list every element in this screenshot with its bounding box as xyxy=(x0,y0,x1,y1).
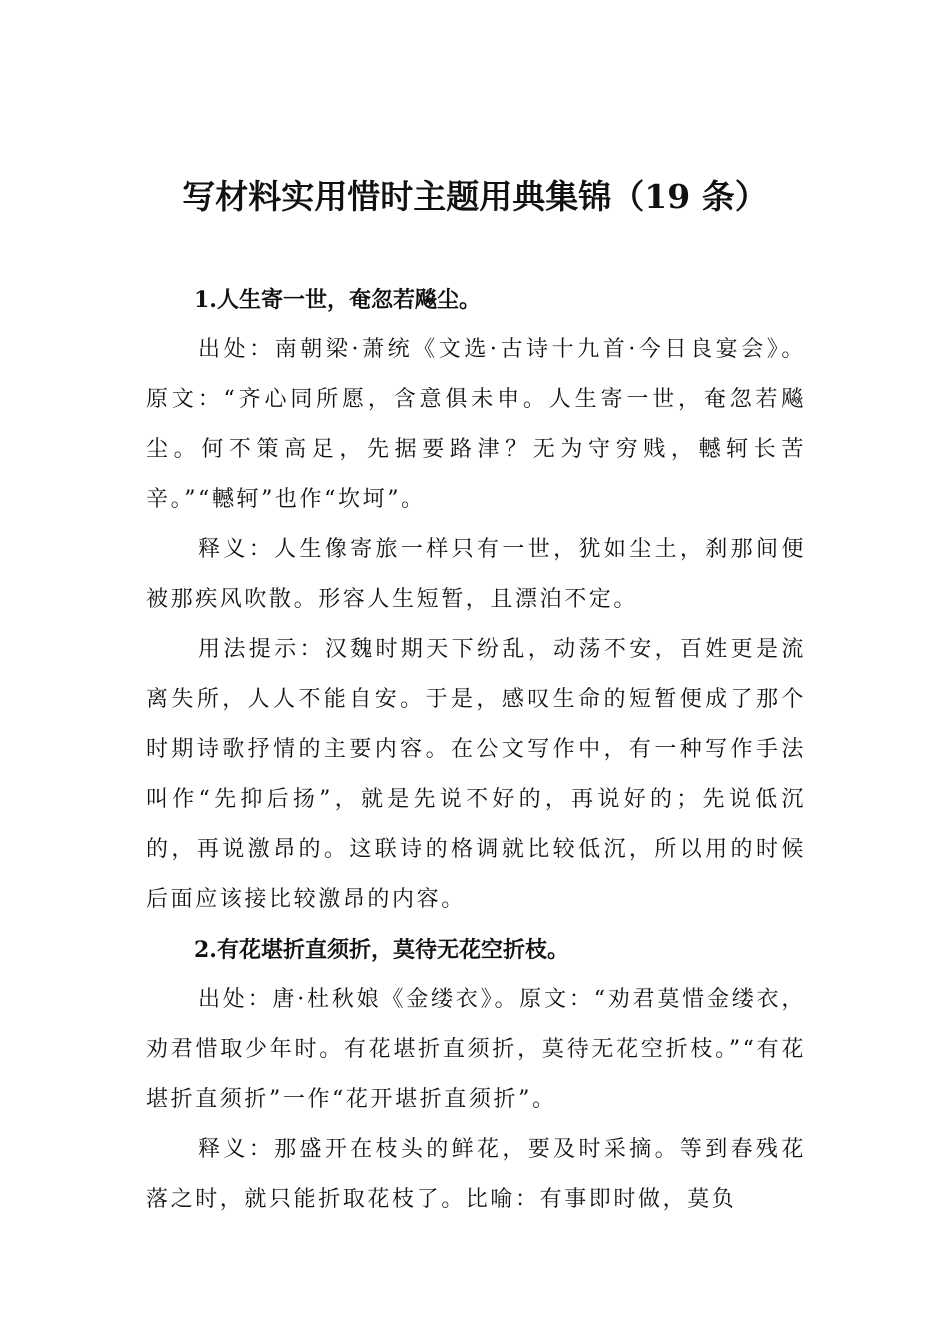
item-usage: 用法提示：汉魏时期天下纷乱，动荡不安，百姓更是流离失所，人人不能自安。于是，感叹生命的短暂便成了那个时期诗歌抒情的主要内容。在公文写作中，有一种写作手法叫作“先抑后扬”，就是先说不好的，再说好的；先说低沉的，再说激昂的。这联诗的格调就比较低沉，所以用的时候后面应该接比较激昂的内容。 xyxy=(146,637,806,912)
document-body xyxy=(146,275,806,1225)
item-1 xyxy=(146,275,806,925)
item-heading: 1.人生寄一世，奄忽若飚尘。 xyxy=(194,287,481,313)
item-meaning: 释义：那盛开在枝头的鲜花，要及时采摘。等到春残花落之时，就只能折取花枝了。比喻：有事即时做，莫负 xyxy=(146,1137,806,1212)
item-source: 出处：南朝梁·萧统《文选·古诗十九首·今日良宴会》。原文：“齐心同所愿，含意俱未申。人生寄一世，奄忽若飚尘。何不策高足，先据要路津？无为守穷贱，轗轲长苦辛。”“轗轲”也作“坎坷”。 xyxy=(146,337,806,512)
item-meaning: 释义：人生像寄旅一样只有一世，犹如尘土，刹那间便被那疾风吹散。形容人生短暂，且漂泊不定。 xyxy=(146,537,806,612)
item-heading: 2.有花堪折直须折，莫待无花空折枝。 xyxy=(194,937,569,963)
item-2 xyxy=(146,925,806,1225)
item-source: 出处：唐·杜秋娘《金缕衣》。原文：“劝君莫惜金缕衣，劝君惜取少年时。有花堪折直须折，莫待无花空折枝。”“有花堪折直须折”一作“花开堪折直须折”。 xyxy=(146,987,806,1112)
document-title: 写材料实用惜时主题用典集锦（19 条） xyxy=(182,177,768,216)
